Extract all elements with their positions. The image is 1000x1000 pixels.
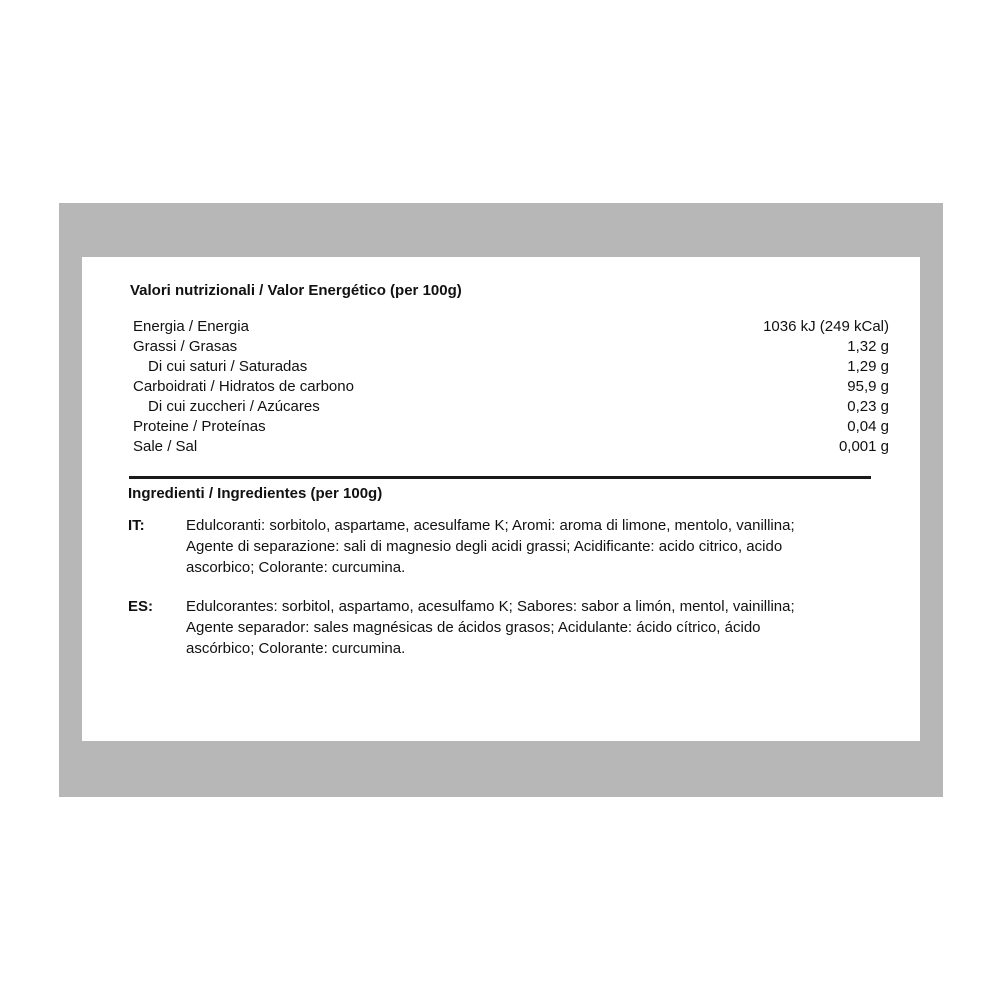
- language-code-it: IT:: [128, 517, 145, 534]
- nutrient-value: 1,32 g: [847, 338, 889, 355]
- nutrient-name: Carboidrati / Hidratos de carbono: [133, 378, 354, 395]
- nutrition-table: [133, 317, 889, 457]
- ingredients-line: Edulcoranti: sorbitolo, aspartame, acesulfame K; Aromi: aroma di limone, mentolo, vanillina;: [186, 517, 795, 534]
- nutrition-row-energy: [133, 317, 889, 337]
- nutrition-row-fat: [133, 337, 889, 357]
- ingredients-line: ascorbico; Colorante: curcumina.: [186, 559, 406, 576]
- table-divider: [129, 476, 871, 479]
- ingredients-es-text: [186, 596, 906, 659]
- nutrient-value: 0,001 g: [838, 438, 889, 455]
- ingredients-title: Ingredienti / Ingredientes (per 100g): [128, 485, 383, 502]
- nutrition-row-saturated: [133, 357, 889, 377]
- nutrient-name: Di cui saturi / Saturadas: [148, 358, 308, 375]
- nutrient-value: 1,29 g: [847, 358, 889, 375]
- nutrition-title: Valori nutrizionali / Valor Energético (per 100g): [130, 282, 462, 299]
- nutrient-name: Di cui zuccheri / Azúcares: [148, 398, 320, 415]
- nutrient-name: Sale / Sal: [133, 438, 198, 455]
- nutrition-label-card: [82, 257, 920, 741]
- nutrient-value: 0,04 g: [847, 418, 889, 435]
- nutrition-row-carbohydrates: [133, 377, 889, 397]
- nutrient-name: Energia / Energia: [133, 318, 249, 335]
- ingredients-line: Edulcorantes: sorbitol, aspartamo, acesulfamo K; Sabores: sabor a limón, mentol, vainillina;: [186, 598, 795, 615]
- language-code-es: ES:: [128, 598, 154, 615]
- nutrition-row-sugars: [133, 397, 889, 417]
- ingredients-it-text: [186, 515, 906, 578]
- ingredients-line: Agente di separazione: sali di magnesio degli acidi grassi; Acidificante: acido citrico, acido: [186, 538, 783, 555]
- nutrition-row-protein: [133, 417, 889, 437]
- nutrition-row-salt: [133, 437, 889, 457]
- nutrient-value: 95,9 g: [847, 378, 889, 395]
- ingredients-line: Agente separador: sales magnésicas de ácidos grasos; Acidulante: ácido cítrico, ácido: [186, 619, 761, 636]
- ingredients-line: ascórbico; Colorante: curcumina.: [186, 640, 406, 657]
- nutrient-value: 0,23 g: [847, 398, 889, 415]
- nutrient-value: 1036 kJ (249 kCal): [763, 318, 889, 335]
- nutrient-name: Proteine / Proteínas: [133, 418, 266, 435]
- nutrient-name: Grassi / Grasas: [133, 338, 238, 355]
